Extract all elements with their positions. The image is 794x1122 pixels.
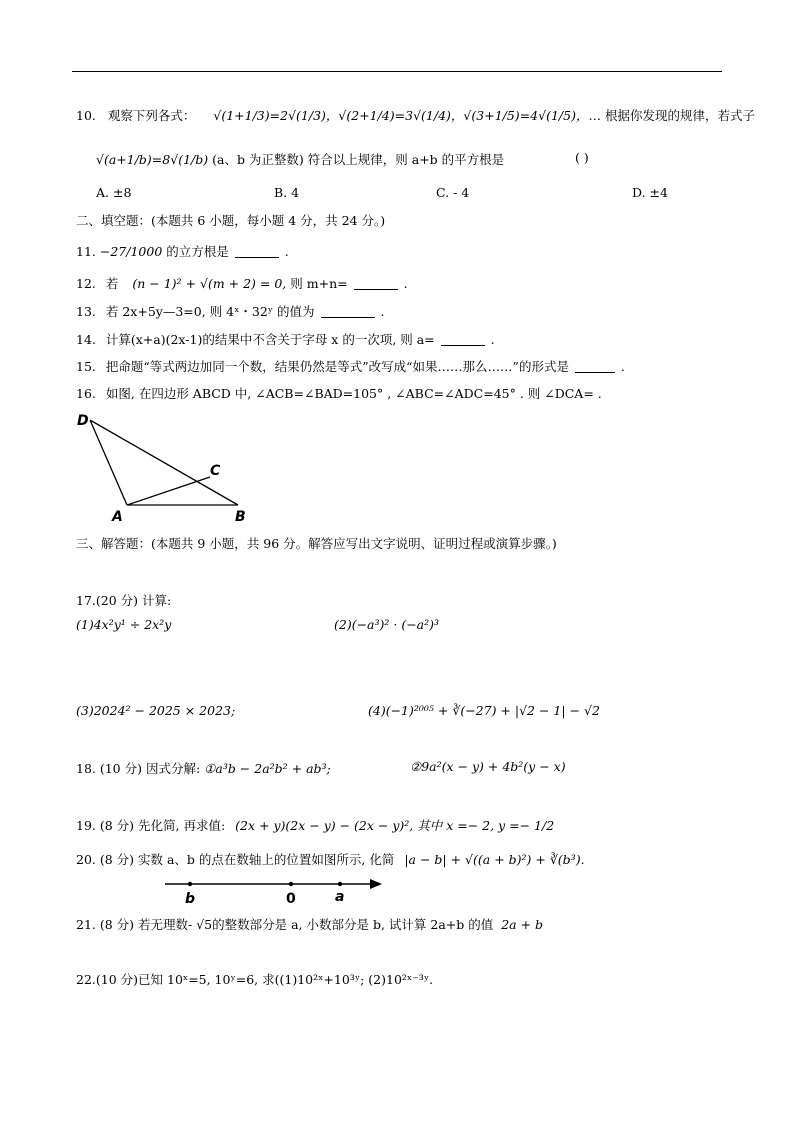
q16: 16. 如图, 在四边形 ABCD 中, ∠ACB=∠BAD=105° , ∠ABC=∠ADC=45° . 则 ∠DCA= . xyxy=(76,386,602,401)
point-b xyxy=(188,882,192,886)
q10-line1 xyxy=(76,106,755,124)
q17-part4: (4)(−1)²⁰⁰⁵ + ∛(−27) + |√2 − 1| − √2 xyxy=(368,703,600,718)
q10-option-b: B. 4 xyxy=(274,185,300,200)
q17-part2: (2)(−a³)² · (−a²)³ xyxy=(334,617,440,632)
q20-number-line xyxy=(160,872,390,906)
edge-da xyxy=(90,420,127,505)
q13-text: 若 2x+5y—3=0, 则 4ˣ・32ʸ 的值为 xyxy=(105,304,315,319)
q20 xyxy=(76,850,585,868)
q10-series: √(1+1/3)=2√(1/3)，√(2+1/4)=3√(1/4)，√(3+1/5)=4√(1/5)，… xyxy=(213,108,601,123)
label-d: D xyxy=(77,413,89,429)
q12: 12. 若 (n − 1)² + √(m + 2) = 0, 则 m+n= . xyxy=(76,276,408,291)
q11-answer-blank[interactable] xyxy=(235,245,279,258)
label-c: C xyxy=(210,463,221,479)
q10-line2 xyxy=(96,150,504,168)
q10-answer-paren: ( ) xyxy=(575,150,589,165)
q16-text: 如图, 在四边形 ABCD 中, ∠ACB=∠BAD=105° , ∠ABC=∠ADC=45° . 则 ∠DCA= xyxy=(105,386,594,401)
q10-tail: 根据你发现的规律，若式子 xyxy=(604,108,755,123)
q15-number: 15. xyxy=(76,359,96,374)
q16-quadrilateral-figure xyxy=(70,405,260,530)
q19-expr: (2x + y)(2x − y) − (2x − y)², xyxy=(235,818,414,833)
q12-text: 则 m+n= xyxy=(290,276,348,291)
q14: 14. 计算(x+a)(2x-1)的结果中不含关于字母 x 的一次项, 则 a= . xyxy=(76,332,495,347)
q21-expr: 2a + b xyxy=(501,917,544,932)
q20-text: 20. (8 分) 实数 a、b 的点在数轴上的位置如图所示, 化简 xyxy=(76,852,395,867)
q10-option-c: C. - 4 xyxy=(436,185,470,200)
axis-label-b: b xyxy=(185,891,196,906)
q10-condition: √(a+1/b)=8√(1/b) xyxy=(96,152,209,167)
point-a xyxy=(338,882,342,886)
q13-number: 13. xyxy=(76,304,96,319)
axis-label-0: 0 xyxy=(286,891,296,906)
q15-answer-blank[interactable] xyxy=(575,360,615,373)
point-0 xyxy=(289,882,293,886)
q12-expr: (n − 1)² + √(m + 2) = 0, xyxy=(132,276,287,291)
q13: 13. 若 2x+5y—3=0, 则 4ˣ・32ʸ 的值为 . xyxy=(76,304,385,319)
q16-number: 16. xyxy=(76,386,96,401)
q19-text: 19. (8 分) 先化简, 再求值: xyxy=(76,818,226,833)
q19 xyxy=(76,816,554,834)
q14-text: 计算(x+a)(2x-1)的结果中不含关于字母 x 的一次项, 则 a= xyxy=(105,332,435,347)
q17-part3: (3)2024² − 2025 × 2023; xyxy=(76,703,236,718)
q15: 15. 把命题“等式两边加同一个数，结果仍然是等式”改写成“如果……那么……”的形式是 . xyxy=(76,359,625,374)
q14-number: 14. xyxy=(76,332,96,347)
header-rule xyxy=(72,71,722,72)
q17-part1: (1)4x²y¹ ÷ 2x²y xyxy=(76,617,172,632)
q11: 11. −27/1000 的立方根是 . xyxy=(76,244,289,259)
label-a: A xyxy=(112,509,123,525)
q18-part1: ①a³b − 2a²b² + ab³; xyxy=(204,761,331,776)
q10-condition-note: (a、b 为正整数) 符合以上规律，则 a+b 的平方根是 xyxy=(212,152,505,167)
q13-answer-blank[interactable] xyxy=(321,305,375,318)
q17-header: 17.(20 分) 计算: xyxy=(76,593,172,608)
q11-number: 11. xyxy=(76,244,96,259)
q21 xyxy=(76,915,543,933)
section3-title: 三、解答题：(本题共 9 小题，共 96 分。解答应写出文字说明、证明过程或演算步骤。) xyxy=(76,536,557,551)
axis-label-a: a xyxy=(335,889,345,905)
q18-header: 18. (10 分) 因式分解: xyxy=(76,761,201,776)
q12-number: 12. xyxy=(76,276,96,291)
q15-text: 把命题“等式两边加同一个数，结果仍然是等式”改写成“如果……那么……”的形式是 xyxy=(105,359,569,374)
q10-option-d: D. ±4 xyxy=(632,185,668,200)
q20-expr: |a − b| + √((a + b)²) + ∛(b³). xyxy=(404,852,585,867)
q22: 22.(10 分)已知 10ˣ=5, 10ʸ=6, 求((1)10²ˣ+10³ʸ; (2)10²ˣ⁻³ʸ. xyxy=(76,972,434,987)
q19-condition: 其中 x =− 2, y =− 1/2 xyxy=(417,818,555,833)
q10-number: 10. xyxy=(76,108,96,123)
q18 xyxy=(76,759,331,777)
q18-part2: ②9a²(x − y) + 4b²(y − x) xyxy=(410,759,566,774)
q10-intro: 观察下列各式： xyxy=(107,108,196,123)
q21-text: 21. (8 分) 若无理数- √5的整数部分是 a, 小数部分是 b, 试计算 2a+b 的值 xyxy=(76,917,494,932)
q12-answer-blank[interactable] xyxy=(354,277,398,290)
q10-option-a: A. ±8 xyxy=(96,185,132,200)
q14-answer-blank[interactable] xyxy=(441,333,485,346)
label-b: B xyxy=(235,509,246,525)
axis-arrow-icon xyxy=(370,879,382,889)
section2-title: 二、填空题：(本题共 6 小题，每小题 4 分，共 24 分。) xyxy=(76,213,386,228)
q11-expr: −27/1000 xyxy=(99,244,163,259)
q11-text: 的立方根是 xyxy=(166,244,229,259)
edge-ac xyxy=(127,477,210,505)
